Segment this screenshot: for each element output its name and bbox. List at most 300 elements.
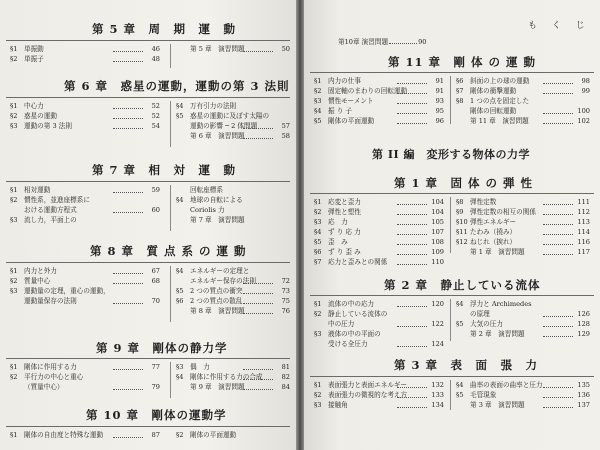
- section-title: （質量中心）: [24, 383, 64, 391]
- section-number: §1: [10, 267, 18, 275]
- page-number: 52: [151, 112, 160, 120]
- section-title: 質量中心: [24, 277, 51, 285]
- section-title: 平行力の中心と重心: [24, 373, 84, 381]
- section-title: エネルギーの定理と: [190, 267, 250, 275]
- section-title: 中心力: [24, 102, 44, 110]
- section-title: おける運動方程式: [24, 206, 77, 214]
- section-number: §5: [176, 112, 184, 120]
- leader-dots: [543, 219, 573, 225]
- section-number: §4: [176, 373, 184, 381]
- toc-entry: [10, 277, 160, 285]
- toc-entry: [176, 45, 290, 53]
- leader-dots: [243, 46, 273, 52]
- section-number: §3: [314, 218, 322, 226]
- toc-entry: [10, 267, 160, 275]
- toc-entry: [10, 196, 160, 204]
- page-number: 117: [577, 248, 590, 256]
- page-number: 124: [431, 340, 444, 348]
- section-number: §1: [10, 363, 18, 371]
- section-title: 惑星の運動に及ぼす太陽の: [190, 112, 270, 120]
- toc-entry: [176, 383, 290, 391]
- toc-entry: [314, 238, 444, 246]
- page-number: 114: [577, 228, 590, 236]
- chapter-11-divider: [450, 76, 451, 124]
- toc-entry: [456, 300, 590, 308]
- chapter-1-heading: 第 1 章 固 体 の 弾 性: [394, 176, 534, 190]
- leader-dots: [543, 229, 573, 235]
- chapter-1-divider: [450, 197, 451, 253]
- chapter-6-heading: 第 6 章 惑星の運動，運動の第 3 法則: [64, 79, 290, 93]
- toc-entry: [176, 216, 290, 224]
- toc-entry: [456, 198, 590, 206]
- leader-dots: [113, 46, 143, 52]
- page-number: 48: [151, 55, 160, 63]
- page-number: 136: [577, 391, 590, 399]
- section-title: 第 3 章 演習問題: [470, 401, 525, 409]
- section-number: §1: [10, 431, 18, 439]
- leader-dots: [113, 364, 143, 370]
- toc-entry: [456, 381, 590, 389]
- section-number: §2: [314, 391, 322, 399]
- leader-dots: [243, 278, 273, 284]
- section-title: Coriolis 力: [190, 206, 225, 214]
- section-number: §1: [10, 45, 18, 53]
- leader-dots: [397, 249, 427, 255]
- leader-dots: [243, 364, 273, 370]
- section-title: 惑星の運動: [24, 112, 57, 120]
- chapter-10-exercises-label: 第10章 演習問題: [338, 38, 389, 46]
- chapter-9-divider: [170, 362, 171, 398]
- leader-dots: [543, 382, 573, 388]
- toc-entry: [10, 383, 160, 391]
- section-title: 受ける全圧力: [328, 340, 368, 348]
- page-number: 133: [431, 391, 444, 399]
- page-number: 59: [151, 186, 160, 194]
- page-number: 105: [431, 218, 444, 226]
- toc-entry: [314, 320, 444, 328]
- section-title: 相対運動: [24, 186, 51, 194]
- page-number: 67: [151, 267, 160, 275]
- toc-entry: [314, 107, 444, 115]
- chapter-10-heading: 第 10 章 剛体の運動学: [86, 408, 227, 422]
- page-number: 96: [435, 117, 444, 125]
- page-number: 112: [577, 208, 590, 216]
- page-number: 134: [431, 401, 444, 409]
- toc-entry: [314, 310, 444, 318]
- toc-entry: [176, 363, 290, 371]
- leader-dots: [113, 278, 143, 284]
- section-title: 単振動: [24, 45, 44, 53]
- section-title: 偶 力: [190, 363, 210, 371]
- page-number: 104: [431, 208, 444, 216]
- toc-entry: [176, 102, 290, 110]
- toc-entry: [10, 216, 160, 224]
- section-title: 2 つの質点の散乱: [190, 297, 243, 305]
- chapter-8-rule: [6, 262, 290, 263]
- section-number: §3: [10, 216, 18, 224]
- page-number: 91: [435, 77, 444, 85]
- toc-entry: [176, 186, 290, 194]
- section-title: 第 6 章 演習問題: [190, 132, 245, 140]
- section-number: §1: [314, 198, 322, 206]
- toc-entry: [10, 363, 160, 371]
- leader-dots: [397, 382, 427, 388]
- leader-dots: [543, 331, 573, 337]
- section-number: §4: [314, 107, 322, 115]
- chapter-2-rule: [310, 295, 594, 296]
- section-title: 歪 み: [328, 238, 348, 246]
- page-number: 95: [435, 107, 444, 115]
- page-number: 128: [577, 320, 590, 328]
- page-number: 98: [581, 77, 590, 85]
- section-number: §8: [456, 97, 464, 105]
- section-title: 単振子: [24, 55, 44, 63]
- section-title: たわみ（撓み）: [470, 228, 517, 236]
- running-header: も く じ: [528, 21, 591, 31]
- section-title: 剛体の自由度と特殊な運動: [24, 431, 104, 439]
- toc-entry: [10, 431, 160, 439]
- leader-dots: [397, 209, 427, 215]
- page-number: 122: [431, 320, 444, 328]
- section-title: エネルギー保存の法則: [190, 277, 256, 285]
- chapter-3-heading: 第 3 章 表 面 張 力: [394, 358, 539, 372]
- page-number: 46: [151, 45, 160, 53]
- section-number: §5: [314, 238, 322, 246]
- section-title: 第 11 章 演習問題: [470, 117, 529, 125]
- page-number: 108: [431, 238, 444, 246]
- leader-dots: [543, 108, 573, 114]
- toc-entry: [10, 287, 160, 295]
- section-number: §9: [456, 208, 464, 216]
- toc-entry: [10, 206, 160, 214]
- leader-dots: [243, 123, 273, 129]
- section-number: §2: [314, 310, 322, 318]
- section-title: 第 2 章 演習問題: [470, 330, 525, 338]
- page-number: 87: [151, 431, 160, 439]
- toc-entry: [456, 218, 590, 226]
- chapter-5-divider: [170, 44, 171, 68]
- section-title: 剛体の平面運動: [328, 117, 375, 125]
- section-number: §4: [314, 228, 322, 236]
- page-number: 68: [151, 277, 160, 285]
- section-number: §5: [176, 287, 184, 295]
- section-number: §7: [314, 258, 322, 266]
- page-number: 79: [151, 383, 160, 391]
- toc-entry: [314, 198, 444, 206]
- chapter-10-rule: [6, 426, 290, 427]
- toc-entry: [176, 196, 290, 204]
- page-number: 50: [281, 45, 290, 53]
- page-number: 132: [431, 381, 444, 389]
- leader-dots: [397, 402, 427, 408]
- leader-dots: [397, 341, 427, 347]
- chapter-1-rule: [310, 193, 594, 194]
- section-number: §4: [456, 300, 464, 308]
- section-title: 応力と歪みとの関係: [328, 258, 388, 266]
- chapter-8-divider: [170, 266, 171, 322]
- section-title: 第 7 章 演習問題: [190, 216, 245, 224]
- toc-entry: [10, 112, 160, 120]
- leader-dots: [397, 98, 427, 104]
- toc-entry: [456, 401, 590, 409]
- section-number: §6: [314, 248, 322, 256]
- section-title: 剛体の平面運動: [190, 431, 237, 439]
- page-number: 126: [577, 310, 590, 318]
- section-number: §5: [456, 320, 464, 328]
- section-title: 弾性定数の相互の関係: [470, 208, 536, 216]
- chapter-11-rule: [310, 72, 594, 73]
- chapter-11-heading: 第 11 章 剛 体 の 運 動: [388, 55, 537, 69]
- leader-dots: [113, 268, 143, 274]
- toc-entry: [176, 112, 290, 120]
- toc-entry: [456, 238, 590, 246]
- leader-dots: [113, 207, 143, 213]
- toc-entry: [314, 97, 444, 105]
- section-title: 運動量の定理，重心の運動，: [24, 287, 110, 295]
- section-title: 液体の中の平面の: [328, 330, 381, 338]
- chapter-5-heading: 第 5 章 周 期 運 動: [92, 22, 237, 36]
- page-number: 99: [581, 87, 590, 95]
- leader-dots: [397, 321, 427, 327]
- toc-entry: [456, 310, 590, 318]
- leader-dots: [243, 374, 273, 380]
- toc-entry: [10, 102, 160, 110]
- toc-entry: [176, 267, 290, 275]
- leader-dots: [397, 239, 427, 245]
- page-number: 111: [577, 198, 590, 206]
- toc-entry: [176, 307, 290, 315]
- chapter-5-rule: [6, 40, 290, 41]
- section-number: §2: [10, 55, 18, 63]
- toc-entry: [176, 431, 290, 439]
- page-number: 107: [431, 228, 444, 236]
- leader-dots: [543, 311, 573, 317]
- section-title: 2 つの質点の衝突: [190, 287, 243, 295]
- section-title: 剛体の回転運動: [470, 107, 517, 115]
- section-number: §4: [176, 102, 184, 110]
- section-number: §2: [10, 196, 18, 204]
- section-title: 運動の影響 ─ 2 体問題: [190, 122, 258, 130]
- section-number: §6: [456, 77, 464, 85]
- toc-entry: [176, 287, 290, 295]
- toc-entry: [314, 330, 444, 338]
- section-title: 慣性モーメント: [328, 97, 374, 105]
- page-number: 102: [577, 117, 590, 125]
- chapter-7-rule: [6, 181, 290, 182]
- section-title: 第 1 章 演習問題: [470, 248, 525, 256]
- chapter-7-divider: [170, 185, 171, 231]
- leader-dots: [543, 209, 573, 215]
- toc-entry: [314, 218, 444, 226]
- page-number: 60: [151, 206, 160, 214]
- section-title: 運動量保存の法則: [24, 297, 77, 305]
- section-title: 地球の自転による: [190, 196, 243, 204]
- page-number: 113: [577, 218, 590, 226]
- section-title: 大気の圧力: [470, 320, 503, 328]
- section-title: 斜面の上の球の運動: [470, 77, 530, 85]
- page-number: 73: [281, 287, 290, 295]
- toc-entry: [314, 401, 444, 409]
- section-number: §1: [10, 186, 18, 194]
- section-title: 曲率の表面の曲率と圧力: [470, 381, 543, 389]
- chapter-9-rule: [6, 358, 290, 359]
- toc-entry: [176, 132, 290, 140]
- page-number: 91: [435, 87, 444, 95]
- leader-dots: [397, 392, 427, 398]
- section-title: 慣性系，並進座標系に: [24, 196, 90, 204]
- page-number: 116: [577, 238, 590, 246]
- leader-dots: [397, 78, 427, 84]
- chapter-3-rule: [310, 376, 594, 377]
- leader-dots: [397, 199, 427, 205]
- leader-dots: [543, 321, 573, 327]
- leader-dots: [243, 288, 273, 294]
- section-title: ず り 応 力: [328, 228, 361, 236]
- leader-dots: [113, 187, 143, 193]
- chapter-3-divider: [450, 380, 451, 410]
- page-number: 120: [431, 300, 444, 308]
- page-number: 58: [281, 132, 290, 140]
- section-title: 内力の仕事: [328, 77, 361, 85]
- section-title: 表面張力と表面エネルギー: [328, 381, 408, 389]
- section-number: §1: [314, 300, 322, 308]
- page-number: 52: [151, 102, 160, 110]
- page-number: 109: [431, 248, 444, 256]
- toc-entry: [456, 107, 590, 115]
- toc-entry: [456, 320, 590, 328]
- section-title: 接触角: [328, 401, 348, 409]
- leader-dots: [397, 259, 427, 265]
- section-number: §4: [456, 381, 464, 389]
- section-title: 毛管現象: [470, 391, 497, 399]
- section-number: §6: [176, 297, 184, 305]
- section-number: §2: [10, 277, 18, 285]
- toc-entry: [176, 277, 290, 285]
- page-number: 104: [431, 198, 444, 206]
- section-number: §3: [10, 287, 18, 295]
- section-number: §3: [10, 122, 18, 130]
- page-number: 72: [281, 277, 290, 285]
- toc-entry: [176, 373, 290, 381]
- section-title: 弾性と塑性: [328, 208, 361, 216]
- section-number: §7: [456, 87, 464, 95]
- leader-dots: [397, 219, 427, 225]
- section-number: §1: [314, 77, 322, 85]
- section-title: 弾性エネルギー: [470, 218, 517, 226]
- leader-dots: [113, 123, 143, 129]
- leader-dots: [397, 118, 427, 124]
- book-gutter: [296, 0, 304, 450]
- section-title: 剛体の衝撃運動: [470, 87, 517, 95]
- toc-entry: [10, 55, 160, 63]
- section-title: ねじれ（捩れ）: [470, 238, 517, 246]
- part-2-heading: 第 II 編 変形する物体の力学: [372, 148, 530, 161]
- page-number: 77: [151, 363, 160, 371]
- section-number: §1: [314, 381, 322, 389]
- section-number: §4: [176, 196, 184, 204]
- leader-dots: [113, 113, 143, 119]
- page-number: 57: [281, 122, 290, 130]
- section-number: §2: [314, 208, 322, 216]
- section-number: §5: [314, 117, 322, 125]
- chapter-9-heading: 第 9 章 剛体の静力学: [96, 341, 228, 355]
- leader-dots: [113, 384, 143, 390]
- page-number: 93: [435, 97, 444, 105]
- toc-entry: [314, 77, 444, 85]
- section-number: §2: [314, 87, 322, 95]
- section-number: §11: [456, 228, 468, 236]
- leader-dots: [397, 229, 427, 235]
- leader-dots: [113, 103, 143, 109]
- toc-entry: [456, 228, 590, 236]
- section-title: 応 力: [328, 218, 348, 226]
- section-title: 剛体に作用する力の合成: [190, 373, 263, 381]
- section-title: 流し力，平面上の: [24, 216, 77, 224]
- section-number: §12: [456, 238, 468, 246]
- toc-entry: [456, 208, 590, 216]
- leader-dots: [397, 108, 427, 114]
- leader-dots: [543, 88, 573, 94]
- toc-entry: [10, 122, 160, 130]
- toc-entry: [456, 117, 590, 125]
- toc-entry: [314, 208, 444, 216]
- chapter-7-heading: 第 7 章 相 対 運 動: [92, 163, 237, 177]
- toc-entry: [314, 391, 444, 399]
- section-number: §5: [456, 391, 464, 399]
- toc-entry: [456, 77, 590, 85]
- toc-entry: [10, 186, 160, 194]
- section-title: 回転座標系: [190, 186, 223, 194]
- toc-entry: [314, 340, 444, 348]
- toc-entry: [456, 87, 590, 95]
- section-title: 応変と歪力: [328, 198, 361, 206]
- leader-dots: [397, 88, 427, 94]
- section-title: 弾性定数: [470, 198, 497, 206]
- toc-entry: [456, 97, 590, 105]
- leader-dots: [543, 249, 573, 255]
- page-number: 54: [151, 122, 160, 130]
- section-number: §1: [10, 102, 18, 110]
- section-title: 内力と外力: [24, 267, 57, 275]
- section-title: 表面張力の微視的な考え方: [328, 391, 408, 399]
- section-number: §10: [456, 218, 468, 226]
- toc-entry: [314, 228, 444, 236]
- section-number: §3: [176, 363, 184, 371]
- section-number: §3: [314, 401, 322, 409]
- section-number: §3: [314, 330, 322, 338]
- section-title: 万有引力の法則: [190, 102, 237, 110]
- section-title: 浮力と Archimedes: [470, 300, 532, 308]
- chapter-6-divider: [170, 101, 171, 147]
- section-title: 1 つの点を固定した: [470, 97, 530, 105]
- leader-dots: [543, 392, 573, 398]
- page-number: 100: [577, 107, 590, 115]
- leader-dots: [543, 199, 573, 205]
- page-number: 110: [431, 258, 444, 266]
- page-number: 137: [577, 401, 590, 409]
- toc-entry: [314, 381, 444, 389]
- section-title: 流体の中の応力: [328, 300, 375, 308]
- leader-dots: [243, 308, 273, 314]
- page-number: 76: [281, 307, 290, 315]
- toc-entry: [456, 330, 590, 338]
- page-number: 81: [281, 363, 290, 371]
- section-title: の原理: [470, 310, 490, 318]
- toc-entry: [176, 122, 290, 130]
- leader-dots: [243, 298, 273, 304]
- toc-entry: [314, 87, 444, 95]
- toc-entry: [456, 248, 590, 256]
